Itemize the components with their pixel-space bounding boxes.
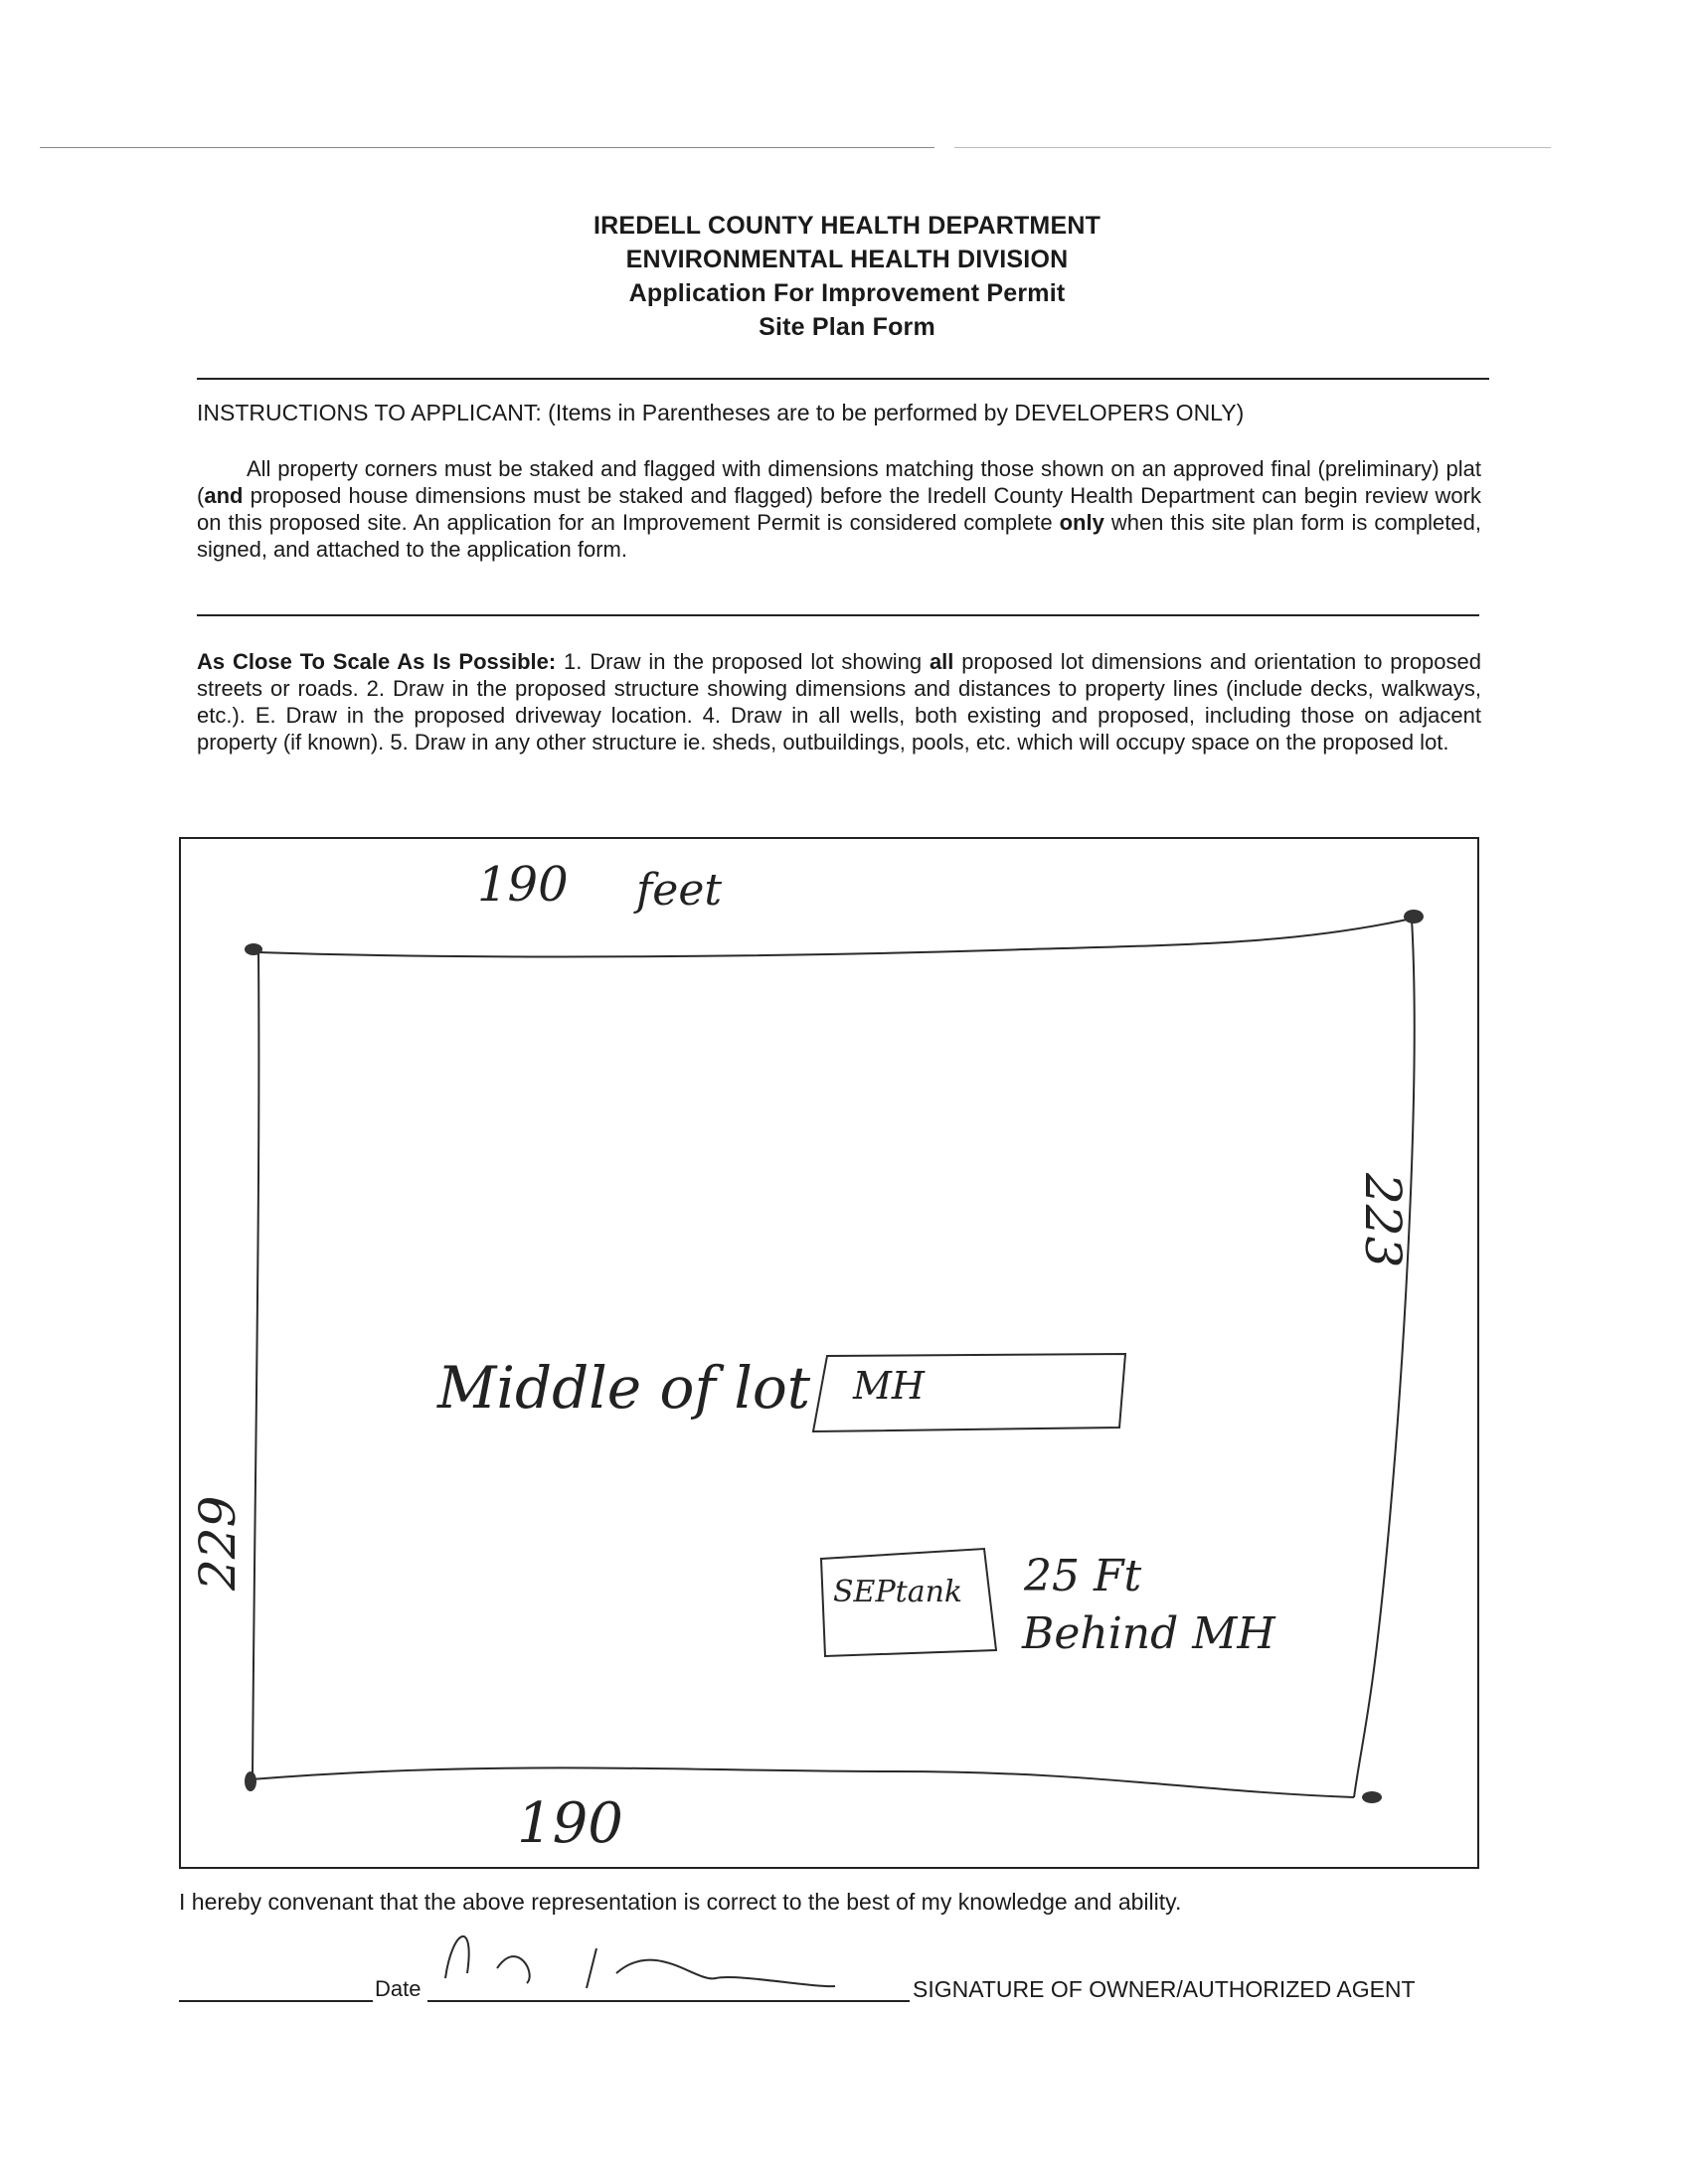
- application-title: Application For Improvement Permit: [628, 279, 1066, 307]
- signature-line: [427, 2000, 910, 2002]
- right-dimension-label: 223: [1354, 1173, 1412, 1268]
- septic-tank-label: SEPtank: [833, 1575, 963, 1609]
- instructions-bold-only: only: [1059, 510, 1104, 535]
- top-dimension-label: 190: [477, 857, 569, 913]
- mh-label: MH: [853, 1364, 926, 1408]
- department-title: IREDELL COUNTY HEALTH DEPARTMENT: [593, 212, 1101, 240]
- covenant-statement: I hereby convenant that the above representation is correct to the best of my knowledge and ability.: [179, 1889, 1182, 1915]
- signature-scribble: [445, 1936, 835, 1988]
- scale-instructions-bold-all: all: [929, 649, 954, 674]
- instructions-heading: INSTRUCTIONS TO APPLICANT: (Items in Parentheses are to be performed by DEVELOPERS ONLY): [197, 400, 1245, 425]
- form-title: Site Plan Form: [759, 313, 935, 341]
- instructions-text: All property corners must be staked and flagged with dimensions matching those shown on an approved final (preliminary) plat (: [197, 456, 1481, 508]
- lot-boundary-right: [1354, 919, 1415, 1797]
- scale-instructions-text: proposed lot dimensions and orientation to proposed streets or roads. 2. Draw in the proposed structure showing dimensions and distances to property lines (include decks, walkways, etc.). E. Draw in the proposed driveway location. 4. Draw in all wells, both existing and proposed, including those on adjacent property (if known). 5. Draw in any other structure ie. sheds, outbuildings, pools, etc. which will occupy space on the proposed lot.: [197, 649, 1481, 755]
- scale-instructions-text: 1. Draw in the proposed lot showing: [556, 649, 930, 674]
- scale-instructions-lead: As Close To Scale As Is Possible:: [197, 649, 557, 674]
- corner-stake-marker: [245, 1771, 256, 1791]
- middle-of-lot-note: Middle of lot: [437, 1354, 811, 1422]
- instructions-bold-and: and: [204, 483, 244, 508]
- septic-distance-note: 25 Ft: [1024, 1551, 1142, 1601]
- septic-location-note: Behind MH: [1022, 1608, 1275, 1659]
- lot-boundary-top: [258, 919, 1412, 956]
- top-dimension-unit: feet: [636, 865, 723, 916]
- corner-stake-marker: [1362, 1791, 1382, 1803]
- date-label: Date: [375, 1976, 422, 2001]
- corner-stake-marker: [245, 943, 262, 955]
- bottom-dimension-label: 190: [517, 1791, 623, 1856]
- division-title: ENVIRONMENTAL HEALTH DIVISION: [625, 246, 1069, 273]
- lot-boundary-left: [253, 952, 258, 1779]
- instructions-text: when this site plan form is completed, signed, and attached to the application form.: [197, 510, 1481, 562]
- date-line: [179, 2000, 373, 2002]
- left-dimension-label: 229: [189, 1495, 247, 1591]
- signature-label: SIGNATURE OF OWNER/AUTHORIZED AGENT: [913, 1976, 1416, 2002]
- lot-boundary-bottom: [251, 1767, 1354, 1797]
- corner-stake-marker: [1404, 910, 1424, 924]
- instructions-text: proposed house dimensions must be staked and flagged) before the Iredell County Health Department can begin review work on this proposed site. An application for an Improvement Permit is considered complete: [197, 483, 1481, 535]
